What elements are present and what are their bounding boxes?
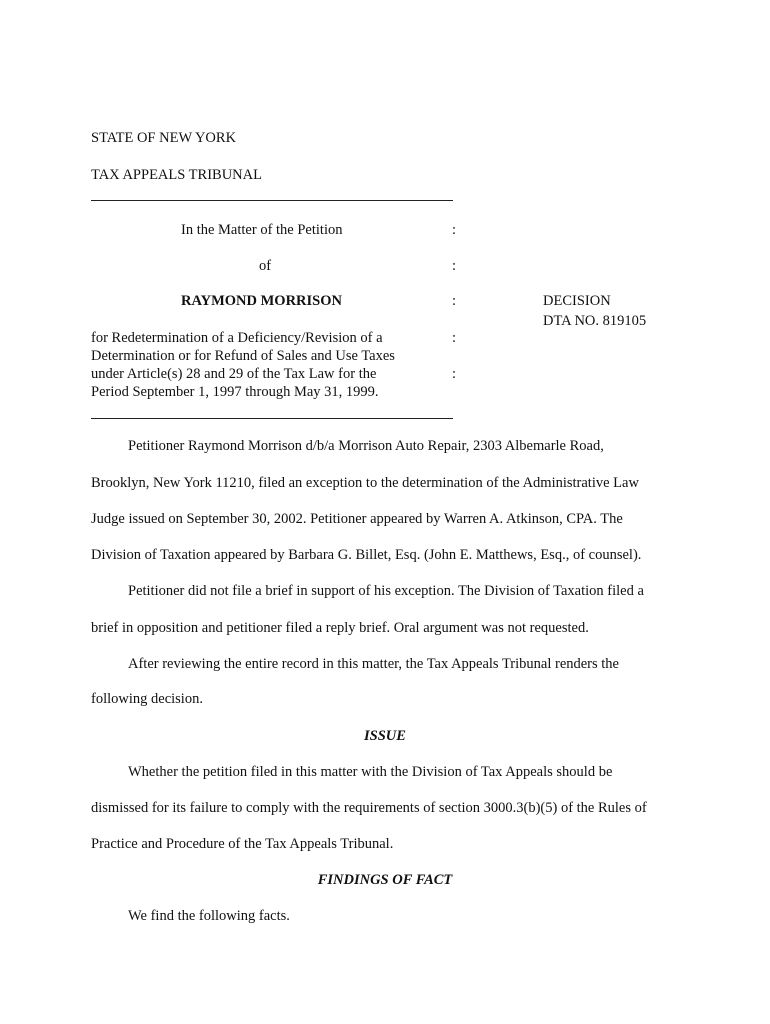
caption-colon: :	[452, 366, 457, 382]
decision-label: DECISION	[543, 293, 611, 309]
caption-colon: :	[452, 293, 457, 309]
tribunal-heading: TAX APPEALS TRIBUNAL	[91, 167, 262, 183]
caption-colon: :	[452, 258, 457, 274]
purpose-line: for Redetermination of a Deficiency/Revision of a	[91, 330, 383, 346]
caption-colon: :	[452, 222, 457, 238]
body-line: following decision.	[91, 691, 203, 707]
body-line: We find the following facts.	[128, 908, 290, 924]
body-line: Division of Taxation appeared by Barbara G. Billet, Esq. (John E. Matthews, Esq., of counsel).	[91, 547, 642, 563]
caption-colon: :	[452, 330, 457, 346]
body-line: dismissed for its failure to comply with the requirements of section 3000.3(b)(5) of the Rules of	[91, 800, 647, 816]
body-line: Whether the petition filed in this matter with the Division of Tax Appeals should be	[128, 764, 613, 780]
dta-number: DTA NO. 819105	[543, 313, 647, 329]
purpose-line: under Article(s) 28 and 29 of the Tax Law for the	[91, 366, 377, 382]
caption-top-rule	[91, 200, 453, 201]
petitioner-name: RAYMOND MORRISON	[181, 293, 342, 309]
state-heading: STATE OF NEW YORK	[91, 130, 237, 146]
body-line: After reviewing the entire record in this matter, the Tax Appeals Tribunal renders the	[128, 656, 619, 672]
caption-bottom-rule	[91, 418, 453, 419]
issue-heading: ISSUE	[364, 728, 406, 744]
body-line: brief in opposition and petitioner filed a reply brief. Oral argument was not requested.	[91, 620, 589, 636]
body-line: Petitioner Raymond Morrison d/b/a Morrison Auto Repair, 2303 Albemarle Road,	[128, 438, 604, 454]
purpose-line: Period September 1, 1997 through May 31, 1999.	[91, 384, 379, 400]
body-line: Judge issued on September 30, 2002. Petitioner appeared by Warren A. Atkinson, CPA. The	[91, 511, 623, 527]
body-line: Practice and Procedure of the Tax Appeals Tribunal.	[91, 836, 394, 852]
findings-heading: FINDINGS OF FACT	[317, 872, 453, 888]
caption-of: of	[259, 258, 272, 274]
body-line: Brooklyn, New York 11210, filed an exception to the determination of the Administrative Law	[91, 475, 639, 491]
body-line: Petitioner did not file a brief in support of his exception. The Division of Taxation filed a	[128, 583, 644, 599]
purpose-line: Determination or for Refund of Sales and Use Taxes	[91, 348, 395, 364]
caption-matter: In the Matter of the Petition	[181, 222, 343, 238]
